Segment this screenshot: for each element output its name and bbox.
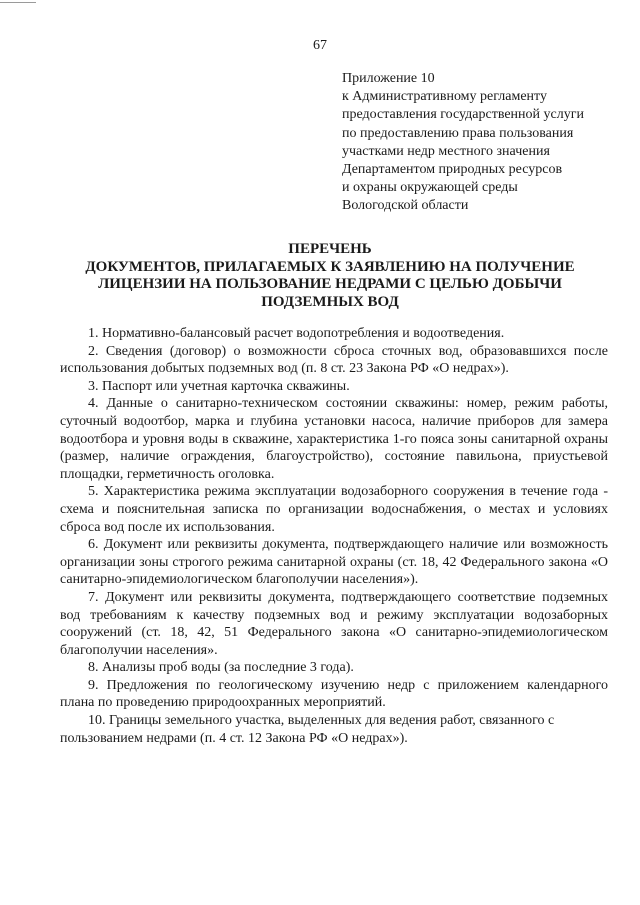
list-item: 2. Сведения (договор) о возможности сброса сточных вод, образовавшихся после использования добытых подземных вод (п. 8 ст. 23 Закона РФ «О недрах»). xyxy=(60,343,608,377)
document-list xyxy=(60,325,608,747)
list-item: 1. Нормативно-балансовый расчет водопотребления и водоотведения. xyxy=(88,326,505,341)
appendix-line: по предоставлению права пользования xyxy=(342,125,574,141)
list-item: 10. Границы земельного участка, выделенных для ведения работ, связанного с пользованием недрами (п. 4 ст. 12 Закона РФ «О недрах»). xyxy=(60,713,555,746)
page-number: 67 xyxy=(313,38,327,53)
list-item: 5. Характеристика режима эксплуатации водозаборного сооружения в течение года - схема и пояснительная записка по организации водоснабжения, о местах и условиях сброса вод после их использования. xyxy=(60,484,608,535)
appendix-line: Приложение 10 xyxy=(342,71,435,86)
appendix-line: и охраны окружающей среды xyxy=(342,180,518,196)
appendix-block xyxy=(342,70,632,216)
scan-edge-line xyxy=(0,2,36,3)
appendix-line: предоставления государственной услуги xyxy=(342,107,584,123)
title-line: ПЕРЕЧЕНЬ xyxy=(288,241,372,257)
document-title xyxy=(70,241,590,311)
appendix-line: участками недр местного значения xyxy=(342,143,550,159)
list-item: 3. Паспорт или учетная карточка скважины. xyxy=(88,378,350,394)
list-item: 9. Предложения по геологическому изучению недр с приложением календарного плана по проведению природоохранных мероприятий. xyxy=(60,677,608,711)
list-item: 4. Данные о санитарно-техническом состоянии скважины: номер, режим работы, суточный водоотбор, марка и глубина установки насоса, наличие приборов для замера водоотбора и уровня воды в скважине, характеристика 1-го пояса зоны санитарной охраны (размер, наличие ограждения, благоустройство), состояние павильона, приустьевой площадки, герметичность оголовка. xyxy=(60,396,608,482)
appendix-line: Вологодской области xyxy=(342,198,469,214)
list-item: 6. Документ или реквизиты документа, подтверждающего наличие или возможность организации зоны строгого режима санитарной охраны (ст. 18, 42 Федерального закона «О санитарно-эпидемиологическом благополучии населения»). xyxy=(60,537,608,588)
title-line: ДОКУМЕНТОВ, ПРИЛАГАЕМЫХ К ЗАЯВЛЕНИЮ НА ПОЛУЧЕНИЕ xyxy=(85,258,575,275)
appendix-line: к Административному регламенту xyxy=(342,89,547,105)
list-item: 8. Анализы проб воды (за последние 3 года). xyxy=(88,660,354,676)
appendix-line: Департаментом природных ресурсов xyxy=(342,162,563,178)
list-item: 7. Документ или реквизиты документа, подтверждающего соответствие подземных вод требованиям к качеству подземных вод и режиму эксплуатации водозаборных сооружений (ст. 18, 42, 51 Федерального закона «О санитарно-эпидемиологическом благополучии населения». xyxy=(60,589,608,658)
title-line: ПОДЗЕМНЫХ ВОД xyxy=(261,293,399,310)
title-line: ЛИЦЕНЗИИ НА ПОЛЬЗОВАНИЕ НЕДРАМИ С ЦЕЛЬЮ ДОБЫЧИ xyxy=(98,276,562,292)
